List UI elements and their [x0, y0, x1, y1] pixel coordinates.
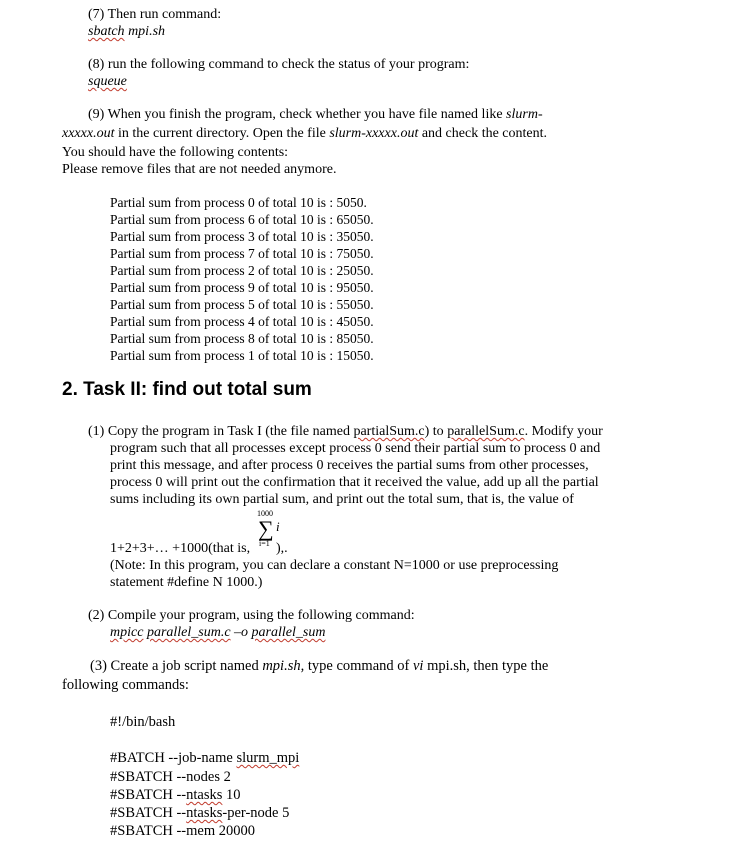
- task2-command: mpicc parallel_sum.c –o parallel_sum: [110, 625, 326, 640]
- spell-marked-word: sbatch: [88, 24, 125, 39]
- task3-line-2: following commands:: [62, 677, 189, 693]
- task1-line-3: print this message, and after process 0 receives the partial sums from other processes,: [110, 458, 589, 473]
- sigma-symbol: ∑: [258, 516, 274, 541]
- step8-label: (8) run the following command to check the status of your program:: [88, 57, 470, 72]
- section-heading: 2. Task II: find out total sum: [62, 379, 312, 400]
- step9-line-1: (9) When you finish the program, check whether you have file named like slurm-: [88, 107, 543, 122]
- step9-line-3: You should have the following contents:: [62, 145, 289, 160]
- script-nodes: #SBATCH --nodes 2: [110, 769, 231, 785]
- script-shebang: #!/bin/bash: [110, 714, 176, 730]
- output-line: Partial sum from process 4 of total 10 is : 45050.: [110, 314, 374, 329]
- task2-label: (2) Compile your program, using the following command:: [88, 608, 415, 623]
- task1-line-4: process 0 will print out the confirmation that it received the value, add up all the partial: [110, 475, 599, 490]
- step7-command: sbatch mpi.sh: [88, 24, 166, 39]
- output-line: Partial sum from process 5 of total 10 is : 55050.: [110, 297, 374, 312]
- task1-line-6a: 1+2+3+… +1000(that is,: [110, 541, 251, 556]
- step9-line-2: xxxxx.out in the current directory. Open the file slurm-xxxxx.out and check the content.: [62, 126, 548, 141]
- step8-command: squeue: [88, 74, 127, 89]
- step9-line-4: Please remove files that are not needed anymore.: [62, 162, 337, 177]
- task1-line-6b: ),.: [276, 541, 288, 556]
- script-ntasks: #SBATCH --ntasks 10: [110, 787, 241, 803]
- sum-variable: i: [276, 519, 280, 534]
- sum-lower-limit: i=1: [259, 539, 270, 548]
- output-line: Partial sum from process 3 of total 10 is : 35050.: [110, 229, 374, 244]
- sum-upper-limit: 1000: [257, 509, 273, 518]
- output-line: Partial sum from process 0 of total 10 is : 5050.: [110, 195, 367, 210]
- output-line: Partial sum from process 8 of total 10 is : 85050.: [110, 331, 374, 346]
- output-line: Partial sum from process 6 of total 10 is : 65050.: [110, 212, 374, 227]
- script-mem: #SBATCH --mem 20000: [110, 823, 255, 839]
- output-line: Partial sum from process 9 of total 10 is : 95050.: [110, 280, 374, 295]
- task1-line-7: (Note: In this program, you can declare a constant N=1000 or use preprocessing: [110, 558, 559, 573]
- output-line: Partial sum from process 1 of total 10 is : 15050.: [110, 348, 374, 363]
- script-job-name: #BATCH --job-name slurm_mpi: [110, 750, 300, 766]
- script-ntasks-per-node: #SBATCH --ntasks-per-node 5: [110, 805, 290, 821]
- step7-label: (7) Then run command:: [88, 7, 222, 22]
- task1-line-8: statement #define N 1000.): [110, 575, 263, 590]
- output-line: Partial sum from process 2 of total 10 is : 25050.: [110, 263, 374, 278]
- task1-line-2: program such that all processes except process 0 send their partial sum to process 0 and: [110, 441, 601, 456]
- task1-line-1: (1) Copy the program in Task I (the file named partialSum.c) to parallelSum.c. Modify your: [88, 424, 603, 439]
- output-line: Partial sum from process 7 of total 10 is : 75050.: [110, 246, 374, 261]
- task3-line-1: (3) Create a job script named mpi.sh, type command of vi mpi.sh, then type the: [90, 658, 549, 674]
- task1-line-5: sums including its own partial sum, and print out the total sum, that is, the value of: [110, 492, 574, 507]
